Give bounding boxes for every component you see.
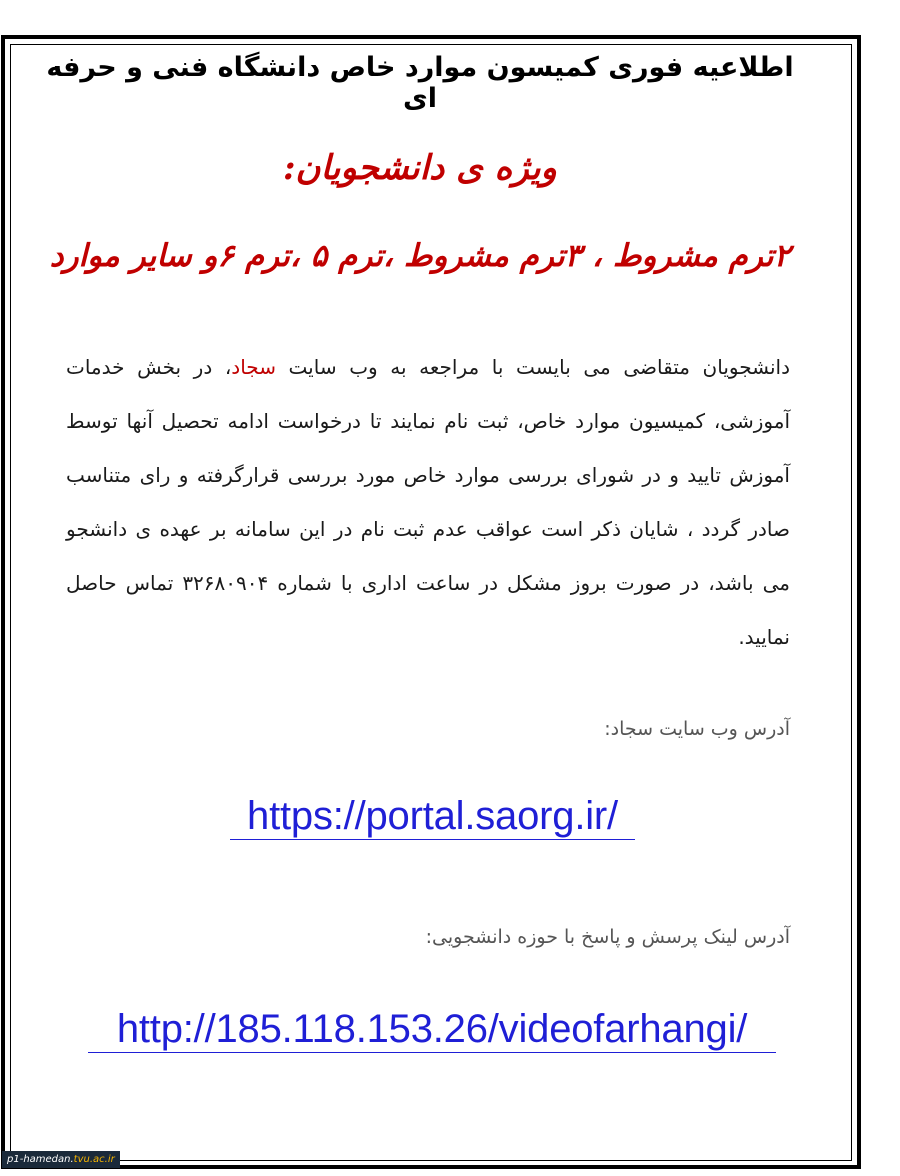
site-watermark	[2, 1151, 120, 1168]
subtitle-students: ویژه ی دانشجویان:	[283, 148, 557, 188]
subtitle-terms: ۲ترم مشروط ، ۳ترم مشروط ،ترم ۵ ،ترم ۶و سایر موارد	[49, 238, 791, 274]
watermark-suffix: tvu.ac.ir	[73, 1154, 115, 1165]
body-highlight-sajad: سجاد	[231, 355, 276, 379]
page-title: اطلاعیه فوری کمیسون موارد خاص دانشگاه فنی و حرفه ای	[46, 52, 794, 114]
qa-video-link[interactable]: http://185.118.153.26/videofarhangi/	[88, 1006, 776, 1053]
watermark-prefix: p1-hamedan.	[7, 1154, 74, 1165]
notice-body	[66, 340, 790, 664]
sajad-address-label: آدرس وب سایت سجاد:	[604, 718, 790, 740]
sajad-portal-link[interactable]: https://portal.saorg.ir/	[230, 793, 635, 840]
qa-address-label: آدرس لینک پرسش و پاسخ با حوزه دانشجویی:	[425, 926, 790, 948]
body-text-part2: ، در بخش خدمات آموزشی، کمیسیون موارد خاص، ثبت نام نمایند تا درخواست ادامه تحصیل آنها توسط آموزش تایید و در شورای بررسی موارد خاص مورد بررسی قرارگرفته و رای متناسب صادر گردد ، شایان ذکر است عواقب عدم ثبت نام در این سامانه بر عهده ی دانشجو می باشد، در صورت بروز مشکل در ساعت اداری با شماره ۳۲۶۸۰۹۰۴ تماس حاصل نمایید.	[66, 355, 791, 649]
body-text-part1: دانشجویان متقاضی می بایست با مراجعه به وب سایت	[275, 355, 790, 379]
